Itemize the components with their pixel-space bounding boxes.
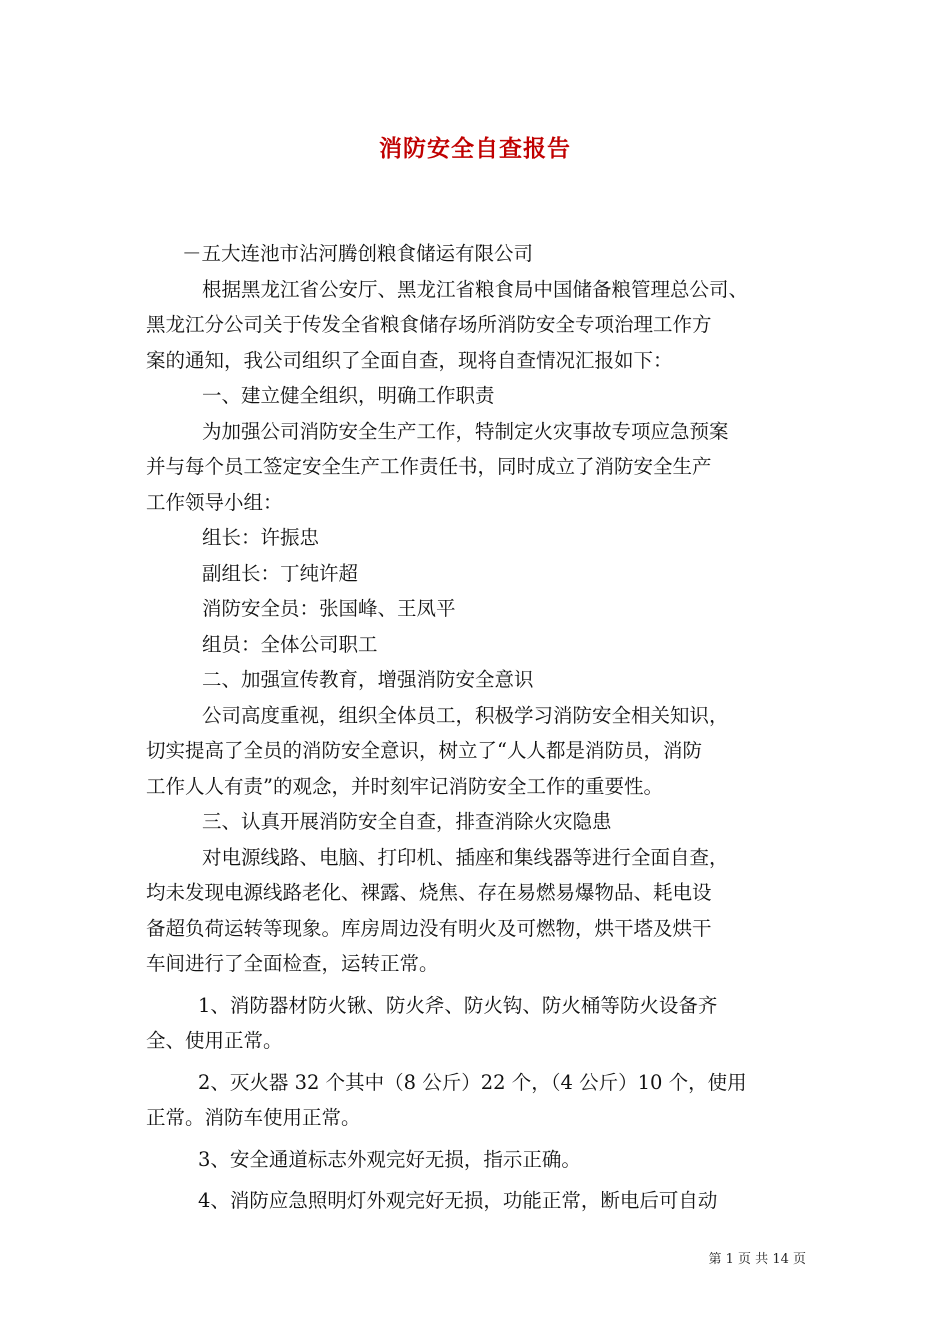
paragraph-line: 并与每个员工签定安全生产工作责任书，同时成立了消防安全生产 <box>146 455 712 478</box>
paragraph-line: 案的通知，我公司组织了全面自查，现将自查情况汇报如下： <box>146 348 673 372</box>
section-heading-1: 一、建立健全组织，明确工作职责 <box>202 384 495 407</box>
paragraph-line: 工作领导小组： <box>146 490 283 514</box>
list-item-2-cont: 正常。消防车使用正常。 <box>146 1106 361 1129</box>
paragraph-line: 备超负荷运转等现象。库房周边没有明火及可燃物，烘干塔及烘干 <box>146 916 712 940</box>
document-body <box>146 236 806 1219</box>
section-heading-3: 三、认真开展消防安全自查，排查消除火灾隐患 <box>202 810 612 833</box>
section-heading-2: 二、加强宣传教育，增强消防安全意识 <box>202 668 534 691</box>
paragraph-line: 根据黑龙江省公安厅、黑龙江省粮食局中国储备粮管理总公司、 <box>202 277 749 301</box>
paragraph-line: 车间进行了全面检查，运转正常。 <box>146 952 439 975</box>
deputy-leader-line: 副组长：丁纯许超 <box>202 561 359 585</box>
list-item-4: 4、消防应急照明灯外观完好无损，功能正常，断电后可自动 <box>198 1189 718 1212</box>
paragraph-line: 工作人人有责”的观念，并时刻牢记消防安全工作的重要性。 <box>146 774 663 798</box>
members-line: 组员：全体公司职工 <box>202 632 378 656</box>
list-item-3: 3、安全通道标志外观完好无损，指示正确。 <box>198 1147 581 1171</box>
leader-line: 组长：许振忠 <box>202 526 320 549</box>
paragraph-line: 公司高度重视，组织全体员工，积极学习消防安全相关知识， <box>202 703 729 727</box>
paragraph-line: 黑龙江分公司关于传发全省粮食储存场所消防安全专项治理工作方 <box>146 313 712 336</box>
list-item-2: 2、灭火器 32 个其中（8 公斤）22 个，（4 公斤）10 个，使用 <box>198 1070 747 1094</box>
list-item-1-cont: 全、使用正常。 <box>146 1029 283 1052</box>
paragraph-line: 均未发现电源线路老化、裸露、烧焦、存在易燃易爆物品、耗电设 <box>146 881 712 904</box>
paragraph-line: 对电源线路、电脑、打印机、插座和集线器等进行全面自查， <box>202 845 729 869</box>
paragraph-line: 为加强公司消防安全生产工作，特制定火灾事故专项应急预案 <box>202 419 729 443</box>
safety-officer-line: 消防安全员：张国峰、王凤平 <box>202 597 456 620</box>
document-title: 消防安全自查报告 <box>379 135 571 162</box>
list-item-1: 1、消防器材防火锹、防火斧、防火钩、防火桶等防火设备齐 <box>198 993 718 1017</box>
paragraph-line: 切实提高了全员的消防安全意识，树立了“人人都是消防员，消防 <box>146 739 702 762</box>
company-line: －五大连池市沾河腾创粮食储运有限公司 <box>182 242 534 265</box>
page-number: 第 1 页 共 14 页 <box>708 1252 806 1267</box>
